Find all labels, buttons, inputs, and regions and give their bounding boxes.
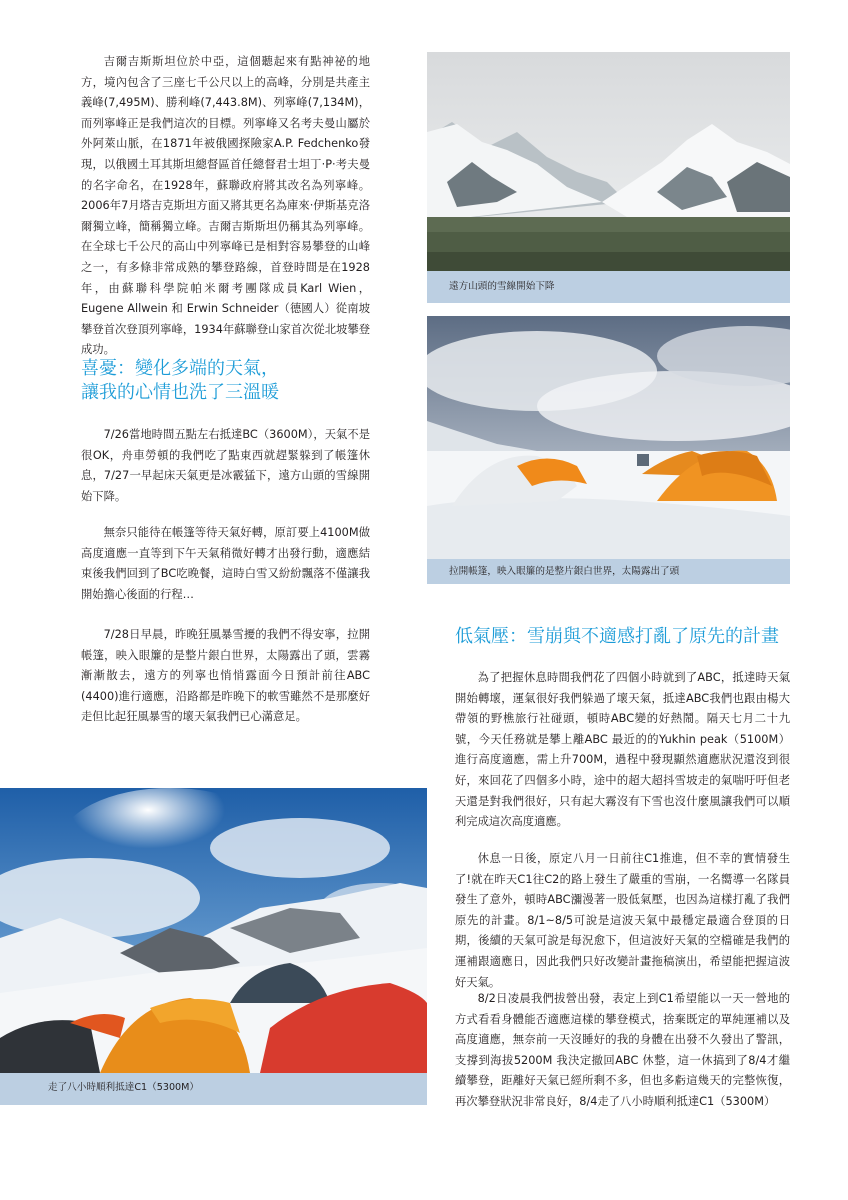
tents-photo-caption: 拉開帳篷，映入眼簾的是整片銀白世界，太陽露出了頭 bbox=[427, 559, 790, 584]
tents-photo bbox=[427, 316, 790, 559]
mountains-photo-caption: 遠方山頭的雪線開始下降 bbox=[427, 271, 790, 303]
weather-paragraph-3: 7/28日早晨，昨晚狂風暴雪擾的我們不得安寧，拉開帳篷，映入眼簾的是整片銀白世界，太陽露出了頭，雲霧漸漸散去，遠方的列寧也悄悄露面今日預計前往ABC (4400)進行適應，沿路都是昨晚下的軟雪雖然不是那麼好走但比起狂風暴雪的壞天氣我們已心滿意足。 bbox=[81, 628, 370, 724]
weather-paragraph-2: 無奈只能待在帳篷等待天氣好轉，原訂要上4100M做高度適應一直等到下午天氣稍微好轉才出發行動，適應結束後我們回到了BC吃晚餐，這時白雪又紛紛飄落不僅讓我開始擔心後面的行程… bbox=[81, 526, 370, 601]
c1-camp-photo-caption: 走了八小時順利抵達C1（5300M） bbox=[0, 1073, 427, 1105]
section-heading-weather-line1: 喜憂：變化多端的天氣， bbox=[81, 358, 279, 379]
intro-paragraph: 吉爾吉斯斯坦位於中亞，這個聽起來有點神祕的地方，境內包含了三座七千公尺以上的高峰，分別是共產主義峰(7,495M)、勝利峰(7,443.8M)、列寧峰(7,134M)，而列寧峰正是我們這次的目標。列寧峰又名考夫曼山屬於外阿萊山脈，在1871年被俄國探險家A.P. Fedchenko發現，以俄國土耳其斯坦總督區首任總督君士坦丁·P·考夫曼的名字命名，在1928年，蘇聯政府將其改名為列寧峰。2006年7月塔吉克斯坦方面又將其更名為庫來·伊斯基克洛爾獨立峰，簡稱獨立峰。吉爾吉斯斯坦仍稱其為列寧峰。在全球七千公尺的高山中列寧峰已是相對容易攀登的山峰之一，有多條非常成熟的攀登路線，首登時間是在1928年，由蘇聯科學院帕米爾考團隊成員Karl Wien， Eugene Allwein 和 Erwin Schneider（德國人）從南坡攀登首次登頂列寧峰，1934年蘇聯登山家首次從北坡攀登成功。 bbox=[81, 55, 370, 357]
weather-paragraph-1: 7/26當地時間五點左右抵達BC（3600M），天氣不是很OK，舟車勞頓的我們吃了點東西就趕緊躲到了帳篷休息，7/27一早起床天氣更是冰霰猛下，遠方山頭的雪線開始下降。 bbox=[81, 428, 370, 503]
low-pressure-paragraph-3: 8/2日凌晨我們拔營出發，表定上到C1希望能以一天一營地的方式看看身體能否適應這樣的攀登模式，捨棄既定的單純運補以及高度適應，無奈前一天沒睡好的我的身體在出發不久發出了警訊，支撐到海拔5200M 我決定撤回ABC 休整，這一休搞到了8/4才繼續攀登，距離好天氣已經所剩不多，但也多虧這幾天的完整恢復，再次攀登狀況非常良好，8/4走了八小時順利抵達C1（5300M） bbox=[455, 992, 790, 1108]
mountains-photo bbox=[427, 52, 790, 271]
low-pressure-paragraph-2: 休息一日後，原定八月一日前往C1推進，但不幸的實情發生了!就在昨天C1往C2的路上發生了嚴重的雪崩，一名嚮導一名隊員發生了意外，頓時ABC瀰漫著一股低氣壓，也因為這樣打亂了我們原先的計畫。8/1~8/5可說是這波天氣中最穩定最適合登頂的日期，後續的天氣可說是每況愈下，但這波好天氣的空檔確是我們的運補跟適應日，因此我們只好改變計畫拖稿演出，希望能把握這波好天氣。 bbox=[455, 852, 790, 989]
section-heading-weather bbox=[81, 357, 381, 405]
section-heading-low-pressure: 低氣壓：雪崩與不適感打亂了原先的計畫 bbox=[455, 626, 779, 647]
low-pressure-paragraph-1: 為了把握休息時間我們花了四個小時就到了ABC，抵達時天氣開始轉壞，運氣很好我們躲過了壞天氣，抵達ABC我們也跟由楊大帶領的野樵旅行社碰頭，頓時ABC變的好熱鬧。隔天七月二十九號，今天任務就是攀上離ABC 最近的的Yukhin peak（5100M）進行高度適應，需上升700M，過程中發現顯然適應狀況還沒到很好，來回花了四個多小時，途中的超大超抖雪坡走的氣喘吁吁但老天還是對我們很好，只有起大霧沒有下雪也沒什麼風讓我們可以順利完成這次高度適應。 bbox=[455, 671, 790, 829]
section-heading-weather-line2: 讓我的心情也洗了三溫暖 bbox=[81, 382, 279, 403]
c1-camp-photo bbox=[0, 788, 427, 1073]
